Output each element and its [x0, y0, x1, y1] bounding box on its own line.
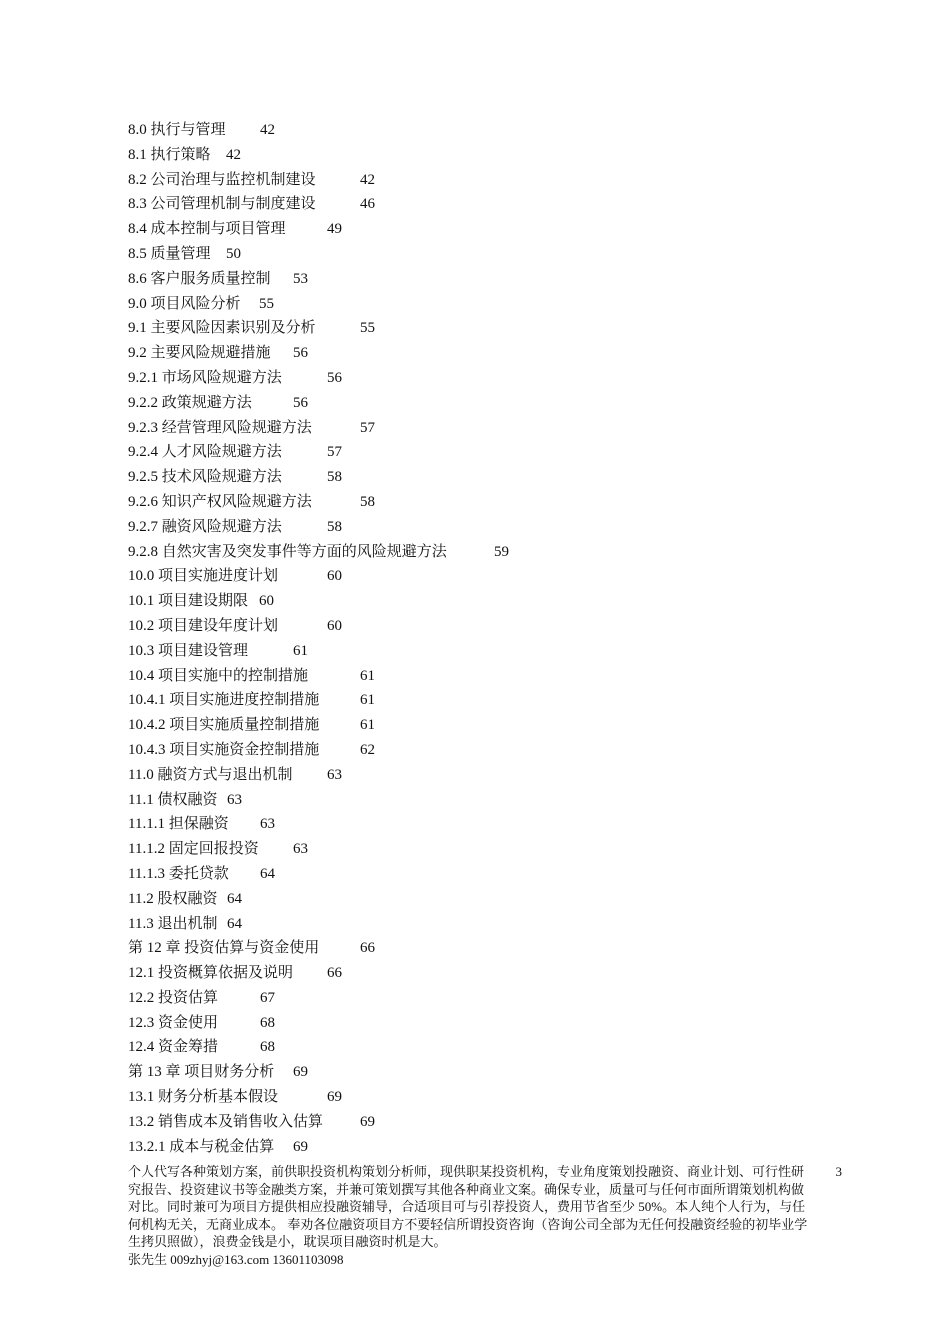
toc-entry-page: 69: [360, 1113, 375, 1130]
toc-entry-title: 12.1 投资概算依据及说明: [128, 965, 294, 982]
toc-entry-page: 55: [259, 295, 274, 312]
toc-entry: [128, 267, 828, 292]
toc-entry-page: 64: [260, 865, 275, 882]
toc-entry: [128, 614, 828, 639]
toc-entry: [128, 688, 828, 713]
toc-entry: [128, 812, 828, 837]
toc-entry-title: 10.4 项目实施中的控制措施: [128, 667, 309, 684]
toc-entry: [128, 366, 828, 391]
toc-entry: [128, 1110, 828, 1135]
toc-entry-page: 42: [260, 122, 275, 138]
toc-entry-title: 11.2 股权融资: [128, 890, 218, 907]
toc-entry: [128, 564, 828, 589]
toc-entry-page: 58: [327, 518, 342, 535]
table-of-contents: [128, 118, 828, 1159]
toc-entry-page: 60: [327, 568, 342, 585]
toc-entry: [128, 589, 828, 614]
toc-entry-page: 56: [327, 369, 342, 386]
toc-entry: [128, 1060, 828, 1085]
toc-entry-title: 11.3 退出机制: [128, 915, 218, 932]
toc-entry-page: 61: [293, 642, 308, 659]
toc-entry-title: 12.3 资金使用: [128, 1014, 219, 1031]
toc-entry-page: 68: [260, 1039, 275, 1056]
toc-entry: [128, 440, 828, 465]
toc-entry-page: 58: [360, 493, 375, 510]
toc-entry-page: 63: [327, 766, 342, 783]
toc-entry-title: 8.1 执行策略: [128, 146, 211, 163]
toc-entry: [128, 639, 828, 664]
page-number: 3: [835, 1164, 842, 1179]
toc-entry-title: 8.2 公司治理与监控机制建设: [128, 171, 316, 188]
toc-entry-page: 56: [293, 345, 308, 362]
toc-entry-title: 9.2.3 经营管理风险规避方法: [128, 419, 312, 436]
toc-entry-title: 第 13 章 项目财务分析: [128, 1064, 275, 1081]
toc-entry-page: 42: [360, 171, 375, 188]
toc-entry-page: 55: [360, 320, 375, 337]
toc-entry-title: 10.3 项目建设管理: [128, 642, 249, 659]
toc-entry-page: 61: [360, 692, 375, 709]
toc-entry: [128, 862, 828, 887]
toc-entry-page: 50: [226, 245, 241, 262]
toc-entry-title: 13.2 销售成本及销售收入估算: [128, 1113, 324, 1130]
toc-entry-title: 8.5 质量管理: [128, 245, 211, 262]
toc-entry-page: 49: [327, 221, 342, 238]
toc-entry-page: 69: [293, 1064, 308, 1081]
toc-entry: [128, 986, 828, 1011]
toc-entry: [128, 416, 828, 441]
toc-entry-title: 8.4 成本控制与项目管理: [128, 221, 286, 238]
toc-entry-title: 10.4.2 项目实施质量控制措施: [128, 717, 320, 734]
toc-entry-page: 60: [259, 593, 274, 610]
toc-entry: [128, 912, 828, 937]
toc-entry-page: 64: [227, 890, 242, 907]
footer-contact: 张先生 009zhyj@163.com 13601103098: [128, 1251, 344, 1267]
toc-entry-page: 68: [260, 1014, 275, 1031]
toc-entry-title: 10.2 项目建设年度计划: [128, 617, 279, 634]
toc-entry: [128, 788, 828, 813]
toc-entry: [128, 192, 828, 217]
toc-entry-title: 9.2 主要风险规避措施: [128, 345, 271, 362]
toc-entry: [128, 713, 828, 738]
toc-entry-title: 第 12 章 投资估算与资金使用: [128, 940, 320, 957]
toc-entry-page: 63: [260, 816, 275, 833]
toc-entry-page: 61: [360, 667, 375, 684]
toc-entry: [128, 837, 828, 862]
toc-entry-title: 11.1.1 担保融资: [128, 816, 229, 833]
toc-entry-title: 10.4.1 项目实施进度控制措施: [128, 692, 320, 709]
toc-entry-title: 12.4 资金筹措: [128, 1039, 219, 1056]
toc-entry-page: 64: [227, 915, 242, 932]
footer-note-text: 个人代写各种策划方案，前供职投资机构策划分析师，现供职某投资机构，专业角度策划投融资、商业计划、可行性研究报告、投资建议书等金融类方案，并兼可策划撰写其他各种商业文案。确保专业，质量可与任何市面所谓策划机构做对比。同时兼可为项目方提供相应投融资辅导，合适项目可与引荐投资人，费用节省至少 50%。本人纯个人行为，与任何机构无关，无商业成本。 奉劝各位融资项目方不要轻信所谓投资咨询（咨询公司全部为无任何投融资经验的初毕业学生拷贝照做），浪费金钱是小，耽误项目融资时机是大。: [128, 1164, 808, 1250]
toc-entry-page: 69: [293, 1138, 308, 1155]
toc-entry-title: 9.1 主要风险因素识别及分析: [128, 320, 316, 337]
toc-entry-title: 11.0 融资方式与退出机制: [128, 766, 293, 783]
page-footer: [128, 1163, 842, 1269]
toc-entry-page: 61: [360, 717, 375, 734]
toc-entry-title: 10.4.3 项目实施资金控制措施: [128, 741, 320, 758]
toc-entry-title: 10.1 项目建设期限: [128, 593, 249, 610]
toc-entry: [128, 391, 828, 416]
toc-entry: [128, 540, 828, 565]
toc-entry: [128, 664, 828, 689]
toc-entry: [128, 217, 828, 242]
toc-entry-title: 10.0 项目实施进度计划: [128, 568, 279, 585]
toc-entry-title: 11.1.3 委托贷款: [128, 865, 229, 882]
toc-entry-page: 67: [260, 989, 275, 1006]
toc-entry-page: 66: [360, 940, 375, 957]
toc-entry: [128, 1135, 828, 1160]
toc-entry-page: 59: [494, 543, 509, 560]
toc-entry: [128, 936, 828, 961]
toc-entry-page: 58: [327, 469, 342, 486]
toc-entry-page: 63: [293, 841, 308, 858]
toc-entry: [128, 465, 828, 490]
toc-entry-title: 8.3 公司管理机制与制度建设: [128, 196, 316, 213]
toc-entry: [128, 242, 828, 267]
toc-entry-title: 9.2.4 人才风险规避方法: [128, 444, 282, 461]
toc-entry-title: 13.1 财务分析基本假设: [128, 1089, 279, 1106]
toc-entry-title: 11.1.2 固定回报投资: [128, 841, 259, 858]
toc-entry-title: 11.1 债权融资: [128, 791, 218, 808]
toc-entry-title: 9.2.6 知识产权风险规避方法: [128, 493, 312, 510]
toc-entry-title: 9.2.2 政策规避方法: [128, 394, 252, 411]
toc-entry-title: 9.2.5 技术风险规避方法: [128, 469, 282, 486]
toc-entry: [128, 143, 828, 168]
toc-entry-title: 9.0 项目风险分析: [128, 295, 241, 312]
toc-entry-page: 62: [360, 741, 375, 758]
toc-entry-page: 56: [293, 394, 308, 411]
toc-entry: [128, 292, 828, 317]
toc-entry-title: 8.0 执行与管理: [128, 122, 226, 138]
toc-entry: [128, 168, 828, 193]
toc-entry-page: 53: [293, 270, 308, 287]
toc-entry-page: 57: [327, 444, 342, 461]
footer-note: [128, 1163, 808, 1269]
toc-entry-page: 46: [360, 196, 375, 213]
toc-entry: [128, 961, 828, 986]
toc-entry-page: 66: [327, 965, 342, 982]
toc-entry: [128, 763, 828, 788]
toc-entry: [128, 887, 828, 912]
toc-entry-page: 42: [226, 146, 241, 163]
toc-entry-title: 13.2.1 成本与税金估算: [128, 1138, 275, 1155]
toc-entry-title: 8.6 客户服务质量控制: [128, 270, 271, 287]
toc-entry-title: 9.2.7 融资风险规避方法: [128, 518, 282, 535]
toc-entry-page: 63: [227, 791, 242, 808]
toc-entry: [128, 316, 828, 341]
toc-entry: [128, 1035, 828, 1060]
toc-entry-page: 69: [327, 1089, 342, 1106]
toc-entry-page: 57: [360, 419, 375, 436]
toc-entry: [128, 341, 828, 366]
toc-entry: [128, 1085, 828, 1110]
toc-entry-title: 9.2.8 自然灾害及突发事件等方面的风险规避方法: [128, 543, 447, 560]
toc-entry-title: 9.2.1 市场风险规避方法: [128, 369, 282, 386]
toc-entry-page: 60: [327, 617, 342, 634]
toc-entry: [128, 1011, 828, 1036]
toc-entry: [128, 738, 828, 763]
toc-entry: [128, 490, 828, 515]
toc-entry-title: 12.2 投资估算: [128, 989, 219, 1006]
toc-entry: [128, 118, 828, 143]
toc-entry: [128, 515, 828, 540]
